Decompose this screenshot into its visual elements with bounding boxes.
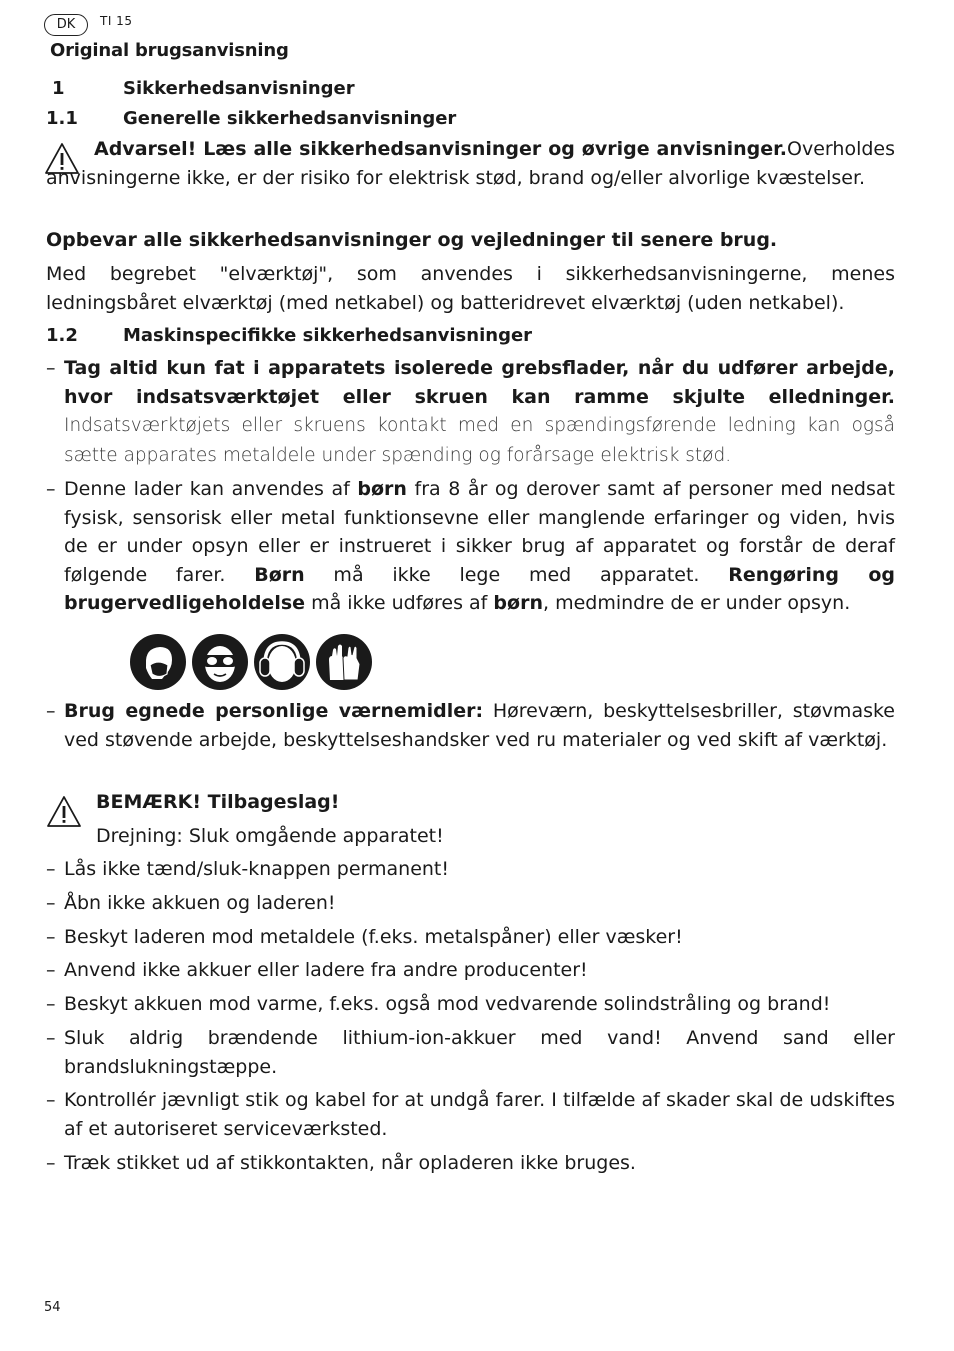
section-1-title: Sikkerhedsanvisninger <box>123 78 355 99</box>
warning-paragraph <box>46 135 895 192</box>
page-number: 54 <box>44 1300 61 1315</box>
protective-gloves-icon <box>316 634 372 690</box>
warning-text: Overholdes anvisningerne ikke, er der risiko for elektrisk stød, brand og/eller alvorlige kvæstelser. <box>46 138 895 189</box>
item-text: Denne lader kan anvendes af <box>64 478 358 500</box>
item-text: må ikke lege med apparatet. <box>304 563 729 586</box>
item-text: Lås ikke tænd/sluk-knappen permanent! <box>64 858 449 880</box>
list-item: – Åbn ikke akkuen og laderen! <box>46 889 895 918</box>
item-text: fra 8 år og derover samt af personer med nedsat fysisk, sensorisk eller metal funktionsevne eller manglende erfaringer og viden, hvis de er under opsyn eller er instrueret i sikker brug af apparatet og forstår de deraf følgende farer. <box>64 478 895 586</box>
list-item: – Lås ikke tænd/sluk-knappen permanent! <box>46 855 895 884</box>
list-item: – Kontrollér jævnligt stik og kabel for at undgå farer. I tilfælde af skader skal de udskiftes af et autoriseret serviceværksted. <box>46 1086 895 1143</box>
safety-goggles-icon <box>192 634 248 690</box>
section-1-1-title: Generelle sikkerhedsanvisninger <box>123 108 457 129</box>
item-text: Beskyt akkuen mod varme, f.eks. også mod vedvarende solindstråling og brand! <box>64 993 831 1015</box>
item-bold: børn <box>357 478 407 500</box>
item-text: må ikke udføres af <box>305 592 494 614</box>
item-text: Kontrollér jævnligt stik og kabel for at undgå farer. I tilfælde af skader skal de udskiftes af et autoriseret serviceværksted. <box>64 1089 895 1140</box>
item-text: Anvend ikke akkuer eller ladere fra andre producenter! <box>64 959 588 981</box>
item-bold: Brug egnede personlige værnemidler: <box>64 700 484 722</box>
item-bold: børn <box>493 592 543 614</box>
section-1-number: 1 <box>52 78 65 99</box>
item-text: , medmindre de er under opsyn. <box>542 592 851 614</box>
list-item: – Tag altid kun fat i apparatets isolerede grebsflader, når du udfører arbejde, hvor indsatsværktøjet eller skruen kan ramme skjulte elledninger. Indsatsværktøjets eller skruens kontakt med en spændingsførende ledning kan også sætte apparates metaldele under spænding og forårsage elektrisk stød. <box>46 357 895 466</box>
model-label: TI 15 <box>100 14 133 28</box>
item-text: Træk stikket ud af stikkontakten, når opladeren ikke bruges. <box>64 1152 636 1174</box>
language-badge: DK <box>44 14 88 36</box>
kickback-warning-title: BEMÆRK! Tilbageslag! <box>96 791 340 813</box>
item-bold: Rengøring og brugervedligeholdelse <box>64 563 895 614</box>
item-bold: Tag altid kun fat i apparatets isolerede grebsflader, når du udfører arbejde, hvor indsatsværktøjet eller skruen kan ramme skjulte elledninger. <box>64 357 895 408</box>
list-item: – Sluk aldrig brændende lithium-ion-akkuer med vand! Anvend sand eller brandslukningstæppe. <box>46 1024 895 1081</box>
list-item: – Brug egnede personlige værnemidler: Høreværn, beskyttelsesbriller, støvmaske ved støvende arbejde, beskyttelseshandsker ved ru materialer og ved skift af værktøj. <box>46 700 895 751</box>
document-title: Original brugsanvisning <box>50 40 289 61</box>
item-text: Høreværn, beskyttelsesbriller, støvmaske ved støvende arbejde, beskyttelseshandsker ved ru materialer og ved skift af værktøj. <box>64 700 895 751</box>
warning-bold: Advarsel! Læs alle sikkerhedsanvisninger og øvrige anvisninger. <box>94 138 788 160</box>
ppe-icon-row <box>130 634 370 690</box>
dust-mask-icon <box>130 634 186 690</box>
list-item: – Denne lader kan anvendes af børn fra 8 år og derover samt af personer med nedsat fysisk, sensorisk eller metal funktionsevne eller manglende erfaringer og viden, hvis de er under opsyn eller er instrueret i sikker brug af apparatet og forstår de deraf følgende farer. Børn må ikke lege med apparatet. Rengøring og brugervedligeholdelse må ikke udføres af børn, medmindre de er under opsyn. <box>46 478 895 614</box>
ear-protection-icon <box>254 634 310 690</box>
section-1-1-number: 1.1 <box>46 108 78 129</box>
item-text: Indsatsværktøjets eller skruens kontakt med en spændingsførende ledning kan også sætte apparates metaldele under spænding og forårsage elektrisk stød. <box>64 415 895 466</box>
list-item: – Anvend ikke akkuer eller ladere fra andre producenter! <box>46 956 895 985</box>
definition-paragraph: Med begrebet "elværktøj", som anvendes i sikkerhedsanvisningerne, menes ledningsbåret elværktøj (med netkabel) og batteridrevet elværktøj (uden netkabel). <box>46 263 895 314</box>
item-text: Åbn ikke akkuen og laderen! <box>64 892 336 914</box>
item-bold: Børn <box>254 563 305 586</box>
section-1-2-number: 1.2 <box>46 325 78 346</box>
list-item: – Beskyt akkuen mod varme, f.eks. også mod vedvarende solindstråling og brand! <box>46 990 895 1019</box>
kickback-warning-text: Drejning: Sluk omgående apparatet! <box>96 825 444 847</box>
list-item: – Beskyt laderen mod metaldele (f.eks. metalspåner) eller væsker! <box>46 923 895 952</box>
item-text: Sluk aldrig brændende lithium-ion-akkuer med vand! Anvend sand eller brandslukningstæppe. <box>64 1027 895 1078</box>
list-item: – Træk stikket ud af stikkontakten, når opladeren ikke bruges. <box>46 1149 895 1178</box>
warning-triangle-icon <box>46 795 82 829</box>
item-text: Beskyt laderen mod metaldele (f.eks. metalspåner) eller væsker! <box>64 926 683 948</box>
section-1-2-title: Maskinspecifikke sikkerhedsanvisninger <box>123 325 533 346</box>
keep-instructions-note: Opbevar alle sikkerhedsanvisninger og vejledninger til senere brug. <box>46 229 778 251</box>
